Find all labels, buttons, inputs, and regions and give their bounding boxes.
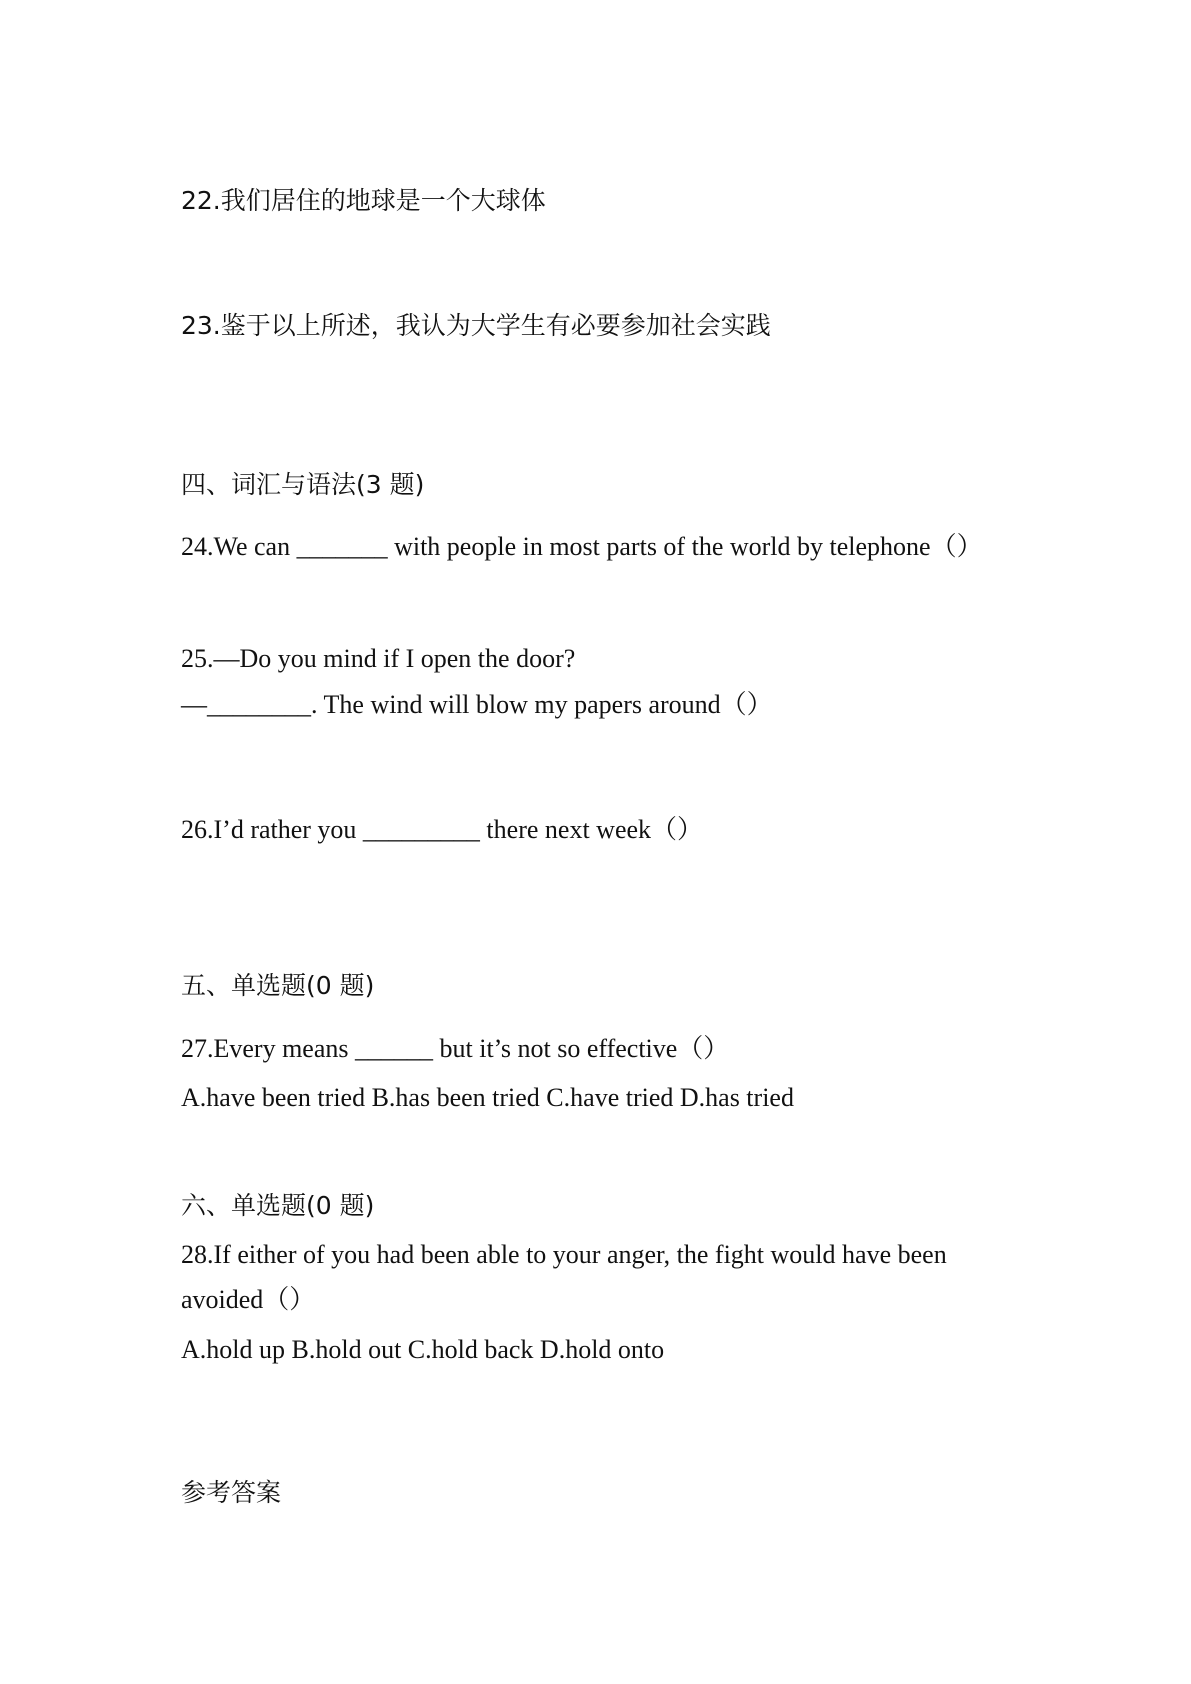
question-22: 22.我们居住的地球是一个大球体	[181, 186, 546, 215]
section-heading-vocabulary-grammar: 四、词汇与语法(3 题)	[181, 470, 425, 499]
question-24: 24.We can _______ with people in most parts of the world by telephone（）	[181, 532, 983, 561]
question-23: 23.鉴于以上所述，我认为大学生有必要参加社会实践	[181, 311, 771, 340]
question-28-options: A.hold up B.hold out C.hold back D.hold onto	[181, 1335, 665, 1364]
section-heading-single-choice-6: 六、单选题(0 题)	[181, 1191, 375, 1220]
question-28-line1: 28.If either of you had been able to your anger, the fight would have been	[181, 1240, 947, 1269]
question-27-options: A.have been tried B.has been tried C.have tried D.has tried	[181, 1083, 794, 1112]
section-heading-single-choice-5: 五、单选题(0 题)	[181, 971, 375, 1000]
question-25-prompt: 25.—Do you mind if I open the door?	[181, 644, 576, 673]
answers-heading: 参考答案	[181, 1478, 282, 1507]
question-27: 27.Every means ______ but it’s not so effective（）	[181, 1034, 730, 1063]
question-28-line2: avoided（）	[181, 1285, 316, 1314]
question-26: 26.I’d rather you _________ there next week（）	[181, 815, 704, 844]
question-25-response: —________. The wind will blow my papers around（）	[181, 690, 773, 719]
